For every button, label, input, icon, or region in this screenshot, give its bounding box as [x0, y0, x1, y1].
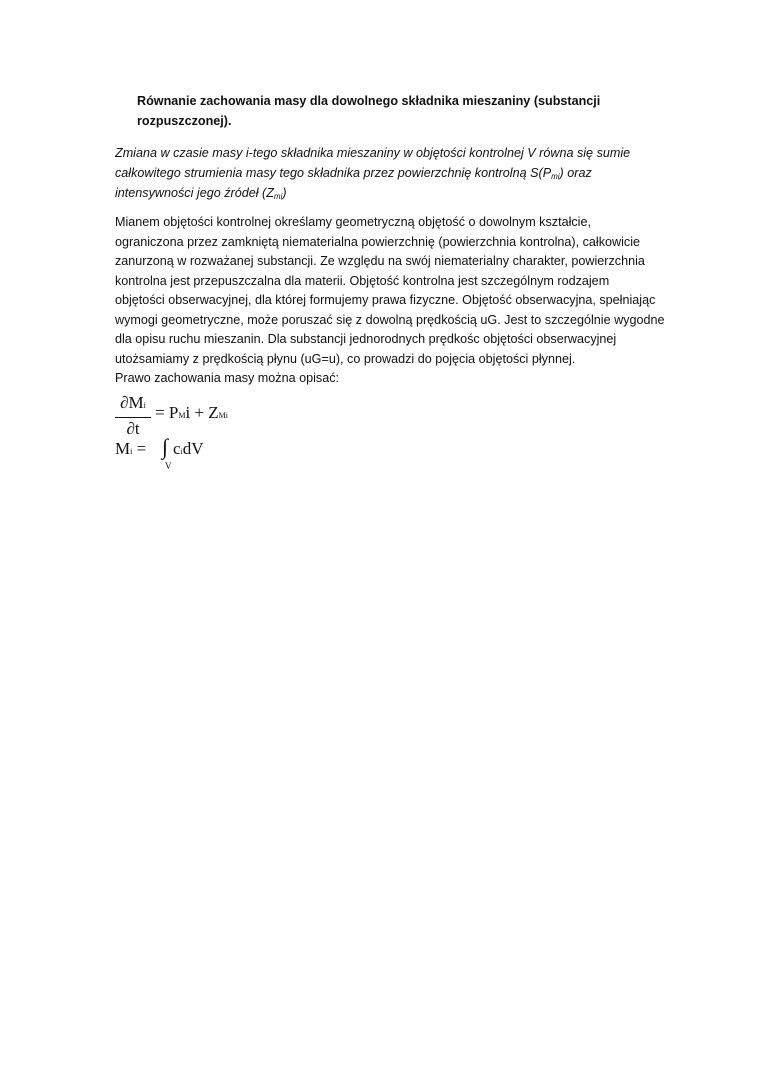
- volume-differential: dV: [182, 439, 204, 458]
- fraction-denominator: ∂t: [126, 419, 140, 438]
- fraction-numerator: [115, 393, 151, 416]
- mass-symbol: M: [115, 439, 131, 458]
- body-line: Mianem objętości kontrolnej określamy geometryczną objętość o dowolnym kształcie,: [115, 215, 591, 229]
- concentration-symbol: c: [173, 439, 181, 458]
- intro-line-3-part-a: intensywności jego źródeł (Z: [115, 186, 274, 200]
- body-line: objętości obserwacyjnej, dla której formujemy prawa fizyczne. Objętość obserwacyjna, spełniając: [115, 293, 656, 307]
- numerator-symbol: ∂M: [120, 393, 144, 412]
- fraction-bar: [115, 417, 151, 418]
- body-line: ograniczona przez zamkniętą niematerialna powierzchnię (powierzchnia kontrolna), całkowicie: [115, 234, 640, 249]
- time-derivative-fraction: [115, 393, 151, 439]
- intro-line-2-part-a: całkowitego strumienia masy tego składnika przez powierzchnię kontrolną S(P: [115, 166, 552, 180]
- body-line: Prawo zachowania masy można opisać:: [115, 371, 339, 385]
- concentration-subscript: i: [180, 447, 183, 456]
- numerator-subscript: i: [143, 401, 146, 410]
- intro-line-3-subscript: mi: [273, 192, 283, 201]
- section-title-line-2: rozpuszczonej).: [137, 114, 232, 128]
- intro-paragraph: [115, 143, 675, 203]
- body-line: utożsamiamy z prędkością płynu (uG=u), co prowadzi do pojęcia objętości płynnej.: [115, 351, 576, 366]
- mass-balance-equation: [115, 393, 315, 438]
- equation-right-side: [155, 403, 228, 423]
- body-line: zanurzoną w rozważanej substancji. Ze względu na swój niematerialny charakter, powierzchnia: [115, 254, 645, 268]
- mass-integral-equation: [115, 434, 315, 479]
- index-symbol: i: [185, 403, 191, 422]
- flux-symbol: P: [168, 403, 179, 422]
- source-subscript: Mi: [218, 411, 228, 420]
- intro-line-2-subscript: mi: [551, 172, 560, 181]
- integral-sign: ∫: [162, 434, 169, 459]
- equals-sign: =: [136, 439, 147, 458]
- flux-subscript: M: [178, 411, 186, 420]
- integrand: [173, 439, 204, 459]
- source-symbol: Z: [208, 403, 219, 422]
- body-paragraph: [115, 213, 685, 389]
- intro-line-1: Zmiana w czasie masy i-tego składnika mieszaniny w objętości kontrolnej V równa się sumie: [115, 146, 631, 160]
- integral-limit: V: [165, 461, 172, 471]
- section-title: [137, 91, 657, 131]
- equals-sign: =: [155, 403, 165, 422]
- intro-line-2-part-b: ) oraz: [559, 166, 592, 180]
- mass-subscript: i: [130, 447, 133, 456]
- body-line: wymogi geometryczne, może poruszać się z dowolną prędkością uG. Jest to szczególnie wygodne: [115, 312, 665, 327]
- plus-sign: +: [194, 403, 205, 422]
- section-title-line-1: Równanie zachowania masy dla dowolnego składnika mieszaniny (substancji: [137, 94, 601, 108]
- intro-line-3-part-b: ): [282, 186, 287, 200]
- body-line: kontrolna jest przepuszczalna dla materii. Objętość kontrolna jest szczególnym rodzajem: [115, 273, 610, 288]
- intro-line-3: [115, 183, 675, 203]
- body-line: dla opisu ruchu mieszanin. Dla substancji jednorodnych prędkośc objętości obserwacyjnej: [115, 332, 617, 346]
- intro-line-2: [115, 163, 675, 183]
- integral-equation-left-side: [115, 439, 146, 459]
